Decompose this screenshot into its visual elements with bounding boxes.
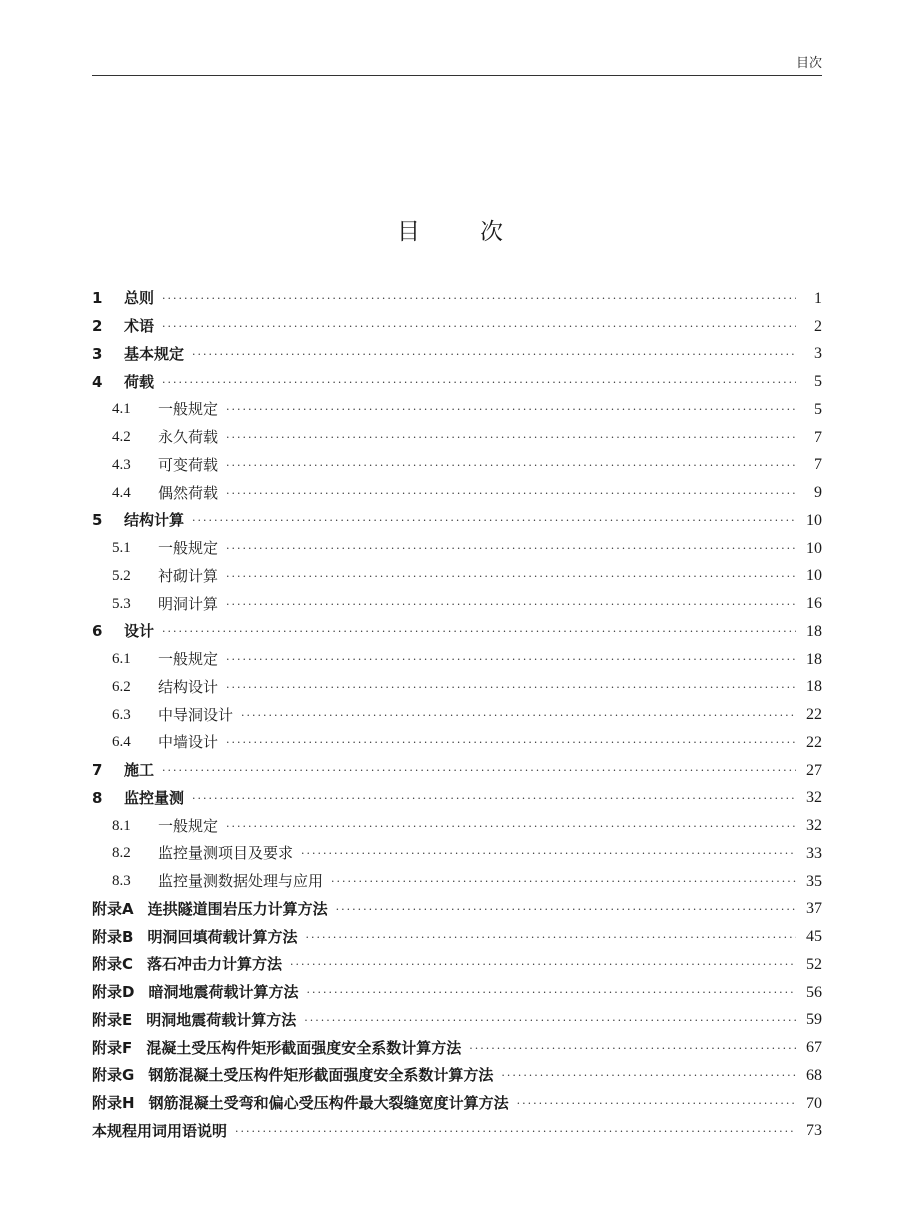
toc-page-number: 22 [806,706,822,724]
toc-page-number: 9 [814,484,822,502]
toc-page-number: 70 [806,1094,822,1112]
toc-section-entry[interactable] [92,840,822,868]
toc-page-number: 10 [806,511,822,529]
toc-entry-number: 4 [92,372,103,391]
toc-page-number: 18 [806,678,822,696]
toc-entry-title: 钢筋混凝土受弯和偏心受压构件最大裂缝宽度计算方法 [148,1094,509,1113]
toc-entry-title: 术语 [124,317,155,336]
toc-entry-title: 明洞计算 [158,594,219,613]
toc-entry-title: 荷载 [124,372,155,391]
toc-entry-title: 衬砌计算 [158,566,219,585]
toc-chapter-entry[interactable] [92,341,822,369]
toc-entry-title: 钢筋混凝土受压构件矩形截面强度安全系数计算方法 [148,1066,494,1085]
toc-leader-dots [192,793,796,804]
toc-page-number: 32 [806,789,822,807]
toc-entry-number: 附录G [92,1066,135,1085]
toc-page-number: 5 [814,373,822,391]
toc-entry-number: 附录A [92,899,134,918]
toc-leader-dots [226,682,796,693]
toc-entry-title: 结构设计 [158,677,219,696]
toc-page-number: 33 [806,844,822,862]
toc-entry-title: 中导洞设计 [158,705,234,724]
toc-leader-dots [226,821,796,832]
toc-chapter-entry[interactable] [92,618,822,646]
toc-chapter-entry[interactable] [92,979,822,1007]
toc-chapter-entry[interactable] [92,507,822,535]
toc-entry-number: 4.4 [112,484,131,501]
toc-page-number: 5 [814,400,822,418]
toc-leader-dots [226,488,796,499]
toc-leader-dots [162,626,796,637]
toc-entry-title: 一般规定 [158,650,219,669]
toc-entry-title: 偶然荷载 [158,483,219,502]
toc-leader-dots [226,571,796,582]
toc-page-number: 1 [814,289,822,307]
toc-chapter-entry[interactable] [92,1118,822,1146]
toc-entry-title: 结构计算 [124,511,185,530]
toc-entry-title: 施工 [124,761,155,780]
toc-leader-dots [162,377,796,388]
toc-entry-number: 5.2 [112,567,131,584]
toc-leader-dots [226,599,796,610]
toc-page-number: 32 [806,817,822,835]
toc-entry-number: 8.3 [112,873,131,890]
toc-page-number: 52 [806,955,822,973]
toc-page-number: 27 [806,761,822,779]
toc-entry-number: 8 [92,788,103,807]
toc-page-number: 67 [806,1039,822,1057]
toc-entry-number: 5 [92,511,103,530]
toc-page-number: 45 [806,928,822,946]
toc-entry-number: 4.2 [112,429,131,446]
toc-leader-dots [304,1015,796,1026]
toc-leader-dots [290,959,796,970]
toc-leader-dots [226,543,796,554]
toc-entry-number: 8.1 [112,817,131,834]
toc-entry-number: 附录E [92,1010,133,1029]
toc-leader-dots [301,848,796,859]
toc-entry-number: 2 [92,317,103,336]
toc-entry-title: 基本规定 [124,344,185,363]
toc-chapter-entry[interactable] [92,1007,822,1035]
toc-entry-title: 连拱隧道围岩压力计算方法 [147,899,328,918]
toc-entry-title: 可变荷载 [158,455,219,474]
toc-entry-number: 6.1 [112,651,131,668]
toc-entry-number: 4.3 [112,456,131,473]
toc-page-number: 68 [806,1066,822,1084]
toc-section-entry[interactable] [92,674,822,702]
toc-section-entry[interactable] [92,396,822,424]
toc-leader-dots [336,904,796,915]
toc-page-number: 10 [806,539,822,557]
toc-leader-dots [192,515,796,526]
toc-entry-title: 一般规定 [158,816,219,835]
toc-leader-dots [306,987,796,998]
toc-leader-dots [226,432,796,443]
running-header: 目次 [795,56,822,71]
toc-page-number: 35 [806,872,822,890]
toc-leader-dots [305,932,796,943]
toc-entry-number: 附录C [92,955,134,974]
toc-page-number: 2 [814,317,822,335]
toc-section-entry[interactable] [92,535,822,563]
toc-entry-number: 附录D [92,983,135,1002]
toc-entry-number: 附录B [92,927,134,946]
toc-page-number: 22 [806,733,822,751]
toc-leader-dots [241,710,796,721]
toc-chapter-entry[interactable] [92,285,822,313]
toc-chapter-entry[interactable] [92,757,822,785]
toc-section-entry[interactable] [92,452,822,480]
toc-leader-dots [469,1043,796,1054]
toc-page-number: 16 [806,595,822,613]
toc-chapter-entry[interactable] [92,313,822,341]
toc-entry-number: 6.2 [112,678,131,695]
toc-chapter-entry[interactable] [92,923,822,951]
toc-chapter-entry[interactable] [92,1062,822,1090]
toc-entry-number: 4.1 [112,401,131,418]
toc-entry-title: 监控量测 [124,788,185,807]
toc-entry-number: 6.3 [112,706,131,723]
toc-entry-title: 暗洞地震荷载计算方法 [148,983,299,1002]
toc-page-number: 3 [814,345,822,363]
toc-leader-dots [226,654,796,665]
toc-section-entry[interactable] [92,812,822,840]
toc-page-number: 56 [806,983,822,1001]
toc-chapter-entry[interactable] [92,951,822,979]
toc-entry-number: 7 [92,761,103,780]
toc-leader-dots [226,460,796,471]
toc-entry-title: 落石冲击力计算方法 [147,955,283,974]
toc-page-number: 59 [806,1011,822,1029]
toc-page-number: 7 [814,428,822,446]
toc-entry-title: 一般规定 [158,400,219,419]
toc-section-entry[interactable] [92,563,822,591]
toc-entry-number: 附录F [92,1038,133,1057]
toc-entry-number: 3 [92,344,103,363]
toc-section-entry[interactable] [92,701,822,729]
toc-chapter-entry[interactable] [92,1090,822,1118]
toc-leader-dots [226,737,796,748]
toc-entry-number: 5.3 [112,595,131,612]
toc-leader-dots [226,404,796,415]
toc-chapter-entry[interactable] [92,368,822,396]
toc-entry-title: 监控量测项目及要求 [158,844,294,863]
toc-leader-dots [162,321,796,332]
toc-chapter-entry[interactable] [92,1034,822,1062]
toc-page-number: 18 [806,622,822,640]
toc-entry-title: 明洞地震荷载计算方法 [146,1010,297,1029]
toc-page-number: 10 [806,567,822,585]
toc-entry-number: 6 [92,622,103,641]
toc-entry-title: 总则 [124,289,155,308]
header-rule [92,75,822,76]
toc-entry-title: 混凝土受压构件矩形截面强度安全系数计算方法 [146,1038,462,1057]
table-of-contents [92,285,822,1145]
toc-entry-title: 明洞回填荷载计算方法 [147,927,298,946]
toc-entry-title: 中墙设计 [158,733,219,752]
toc-leader-dots [162,765,796,776]
toc-entry-number: 6.4 [112,734,131,751]
toc-page-number: 73 [806,1122,822,1140]
toc-section-entry[interactable] [92,646,822,674]
toc-entry-number: 附录H [92,1094,135,1113]
toc-section-entry[interactable] [92,424,822,452]
toc-section-entry[interactable] [92,729,822,757]
toc-entry-title: 监控量测数据处理与应用 [158,872,324,891]
toc-leader-dots [162,293,796,304]
toc-entry-title: 本规程用词用语说明 [92,1121,228,1140]
toc-chapter-entry[interactable] [92,785,822,813]
toc-entry-number: 8.2 [112,845,131,862]
toc-entry-title: 一般规定 [158,539,219,558]
toc-entry-number: 5.1 [112,540,131,557]
toc-section-entry[interactable] [92,590,822,618]
toc-section-entry[interactable] [92,868,822,896]
toc-leader-dots [192,349,796,360]
toc-entry-title: 设计 [124,622,155,641]
toc-page-number: 37 [806,900,822,918]
toc-entry-title: 永久荷载 [158,428,219,447]
toc-leader-dots [235,1126,796,1137]
toc-section-entry[interactable] [92,479,822,507]
page-title: 目次 [397,219,563,246]
toc-page-number: 18 [806,650,822,668]
toc-entry-number: 1 [92,289,103,308]
toc-page-number: 7 [814,456,822,474]
toc-leader-dots [331,876,796,887]
toc-chapter-entry[interactable] [92,896,822,924]
toc-leader-dots [501,1070,796,1081]
toc-leader-dots [517,1098,796,1109]
